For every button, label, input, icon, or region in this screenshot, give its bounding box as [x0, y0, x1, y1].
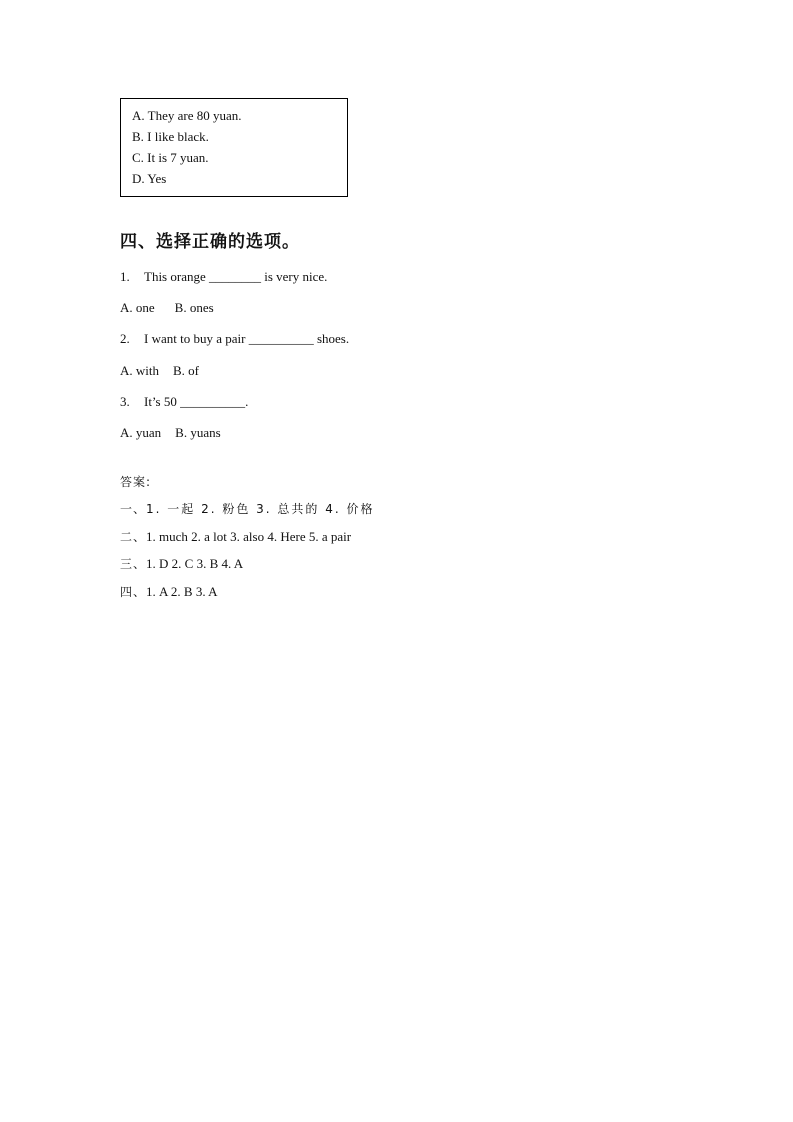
option-c: C. It is 7 yuan. [132, 150, 209, 165]
question-1 [120, 269, 327, 285]
answer-prefix: 三、 [120, 557, 147, 571]
question-number: 1. [120, 269, 130, 284]
answer-text: 1. A 2. B 3. A [146, 584, 218, 599]
question-3-choices [120, 425, 221, 441]
answer-line-3 [120, 555, 243, 572]
choice-b: B. ones [174, 300, 214, 315]
answer-prefix: 一、 [120, 502, 147, 516]
answer-options-box [120, 98, 348, 197]
answer-prefix: 四、 [120, 585, 147, 599]
option-d: D. Yes [132, 171, 167, 186]
answer-line-2 [120, 528, 351, 545]
question-text: It’s 50 __________. [144, 394, 249, 409]
question-1-choices [120, 300, 214, 316]
answer-text: 1. 一起 2. 粉色 3. 总共的 4. 价格 [146, 502, 375, 516]
choice-b: B. of [173, 363, 199, 378]
question-text: This orange ________ is very nice. [144, 269, 328, 284]
question-text: I want to buy a pair __________ shoes. [144, 331, 350, 346]
question-3 [120, 394, 248, 410]
question-2-choices [120, 363, 199, 379]
answer-line-4 [120, 583, 218, 600]
question-number: 2. [120, 331, 130, 346]
choice-a: A. one [120, 300, 155, 315]
choice-b: B. yuans [175, 425, 221, 440]
choice-a: A. with [120, 363, 159, 378]
option-a: A. They are 80 yuan. [132, 108, 242, 123]
section-title: 四、选择正确的选项。 [120, 232, 300, 252]
answers-heading: 答案: [120, 475, 152, 489]
question-2 [120, 331, 349, 347]
answer-prefix: 二、 [120, 530, 147, 544]
answer-text: 1. much 2. a lot 3. also 4. Here 5. a pair [146, 529, 352, 544]
choice-a: A. yuan [120, 425, 162, 440]
answer-text: 1. D 2. C 3. B 4. A [146, 556, 244, 571]
option-b: B. I like black. [132, 129, 209, 144]
question-number: 3. [120, 394, 130, 409]
answer-line-1 [120, 500, 375, 517]
